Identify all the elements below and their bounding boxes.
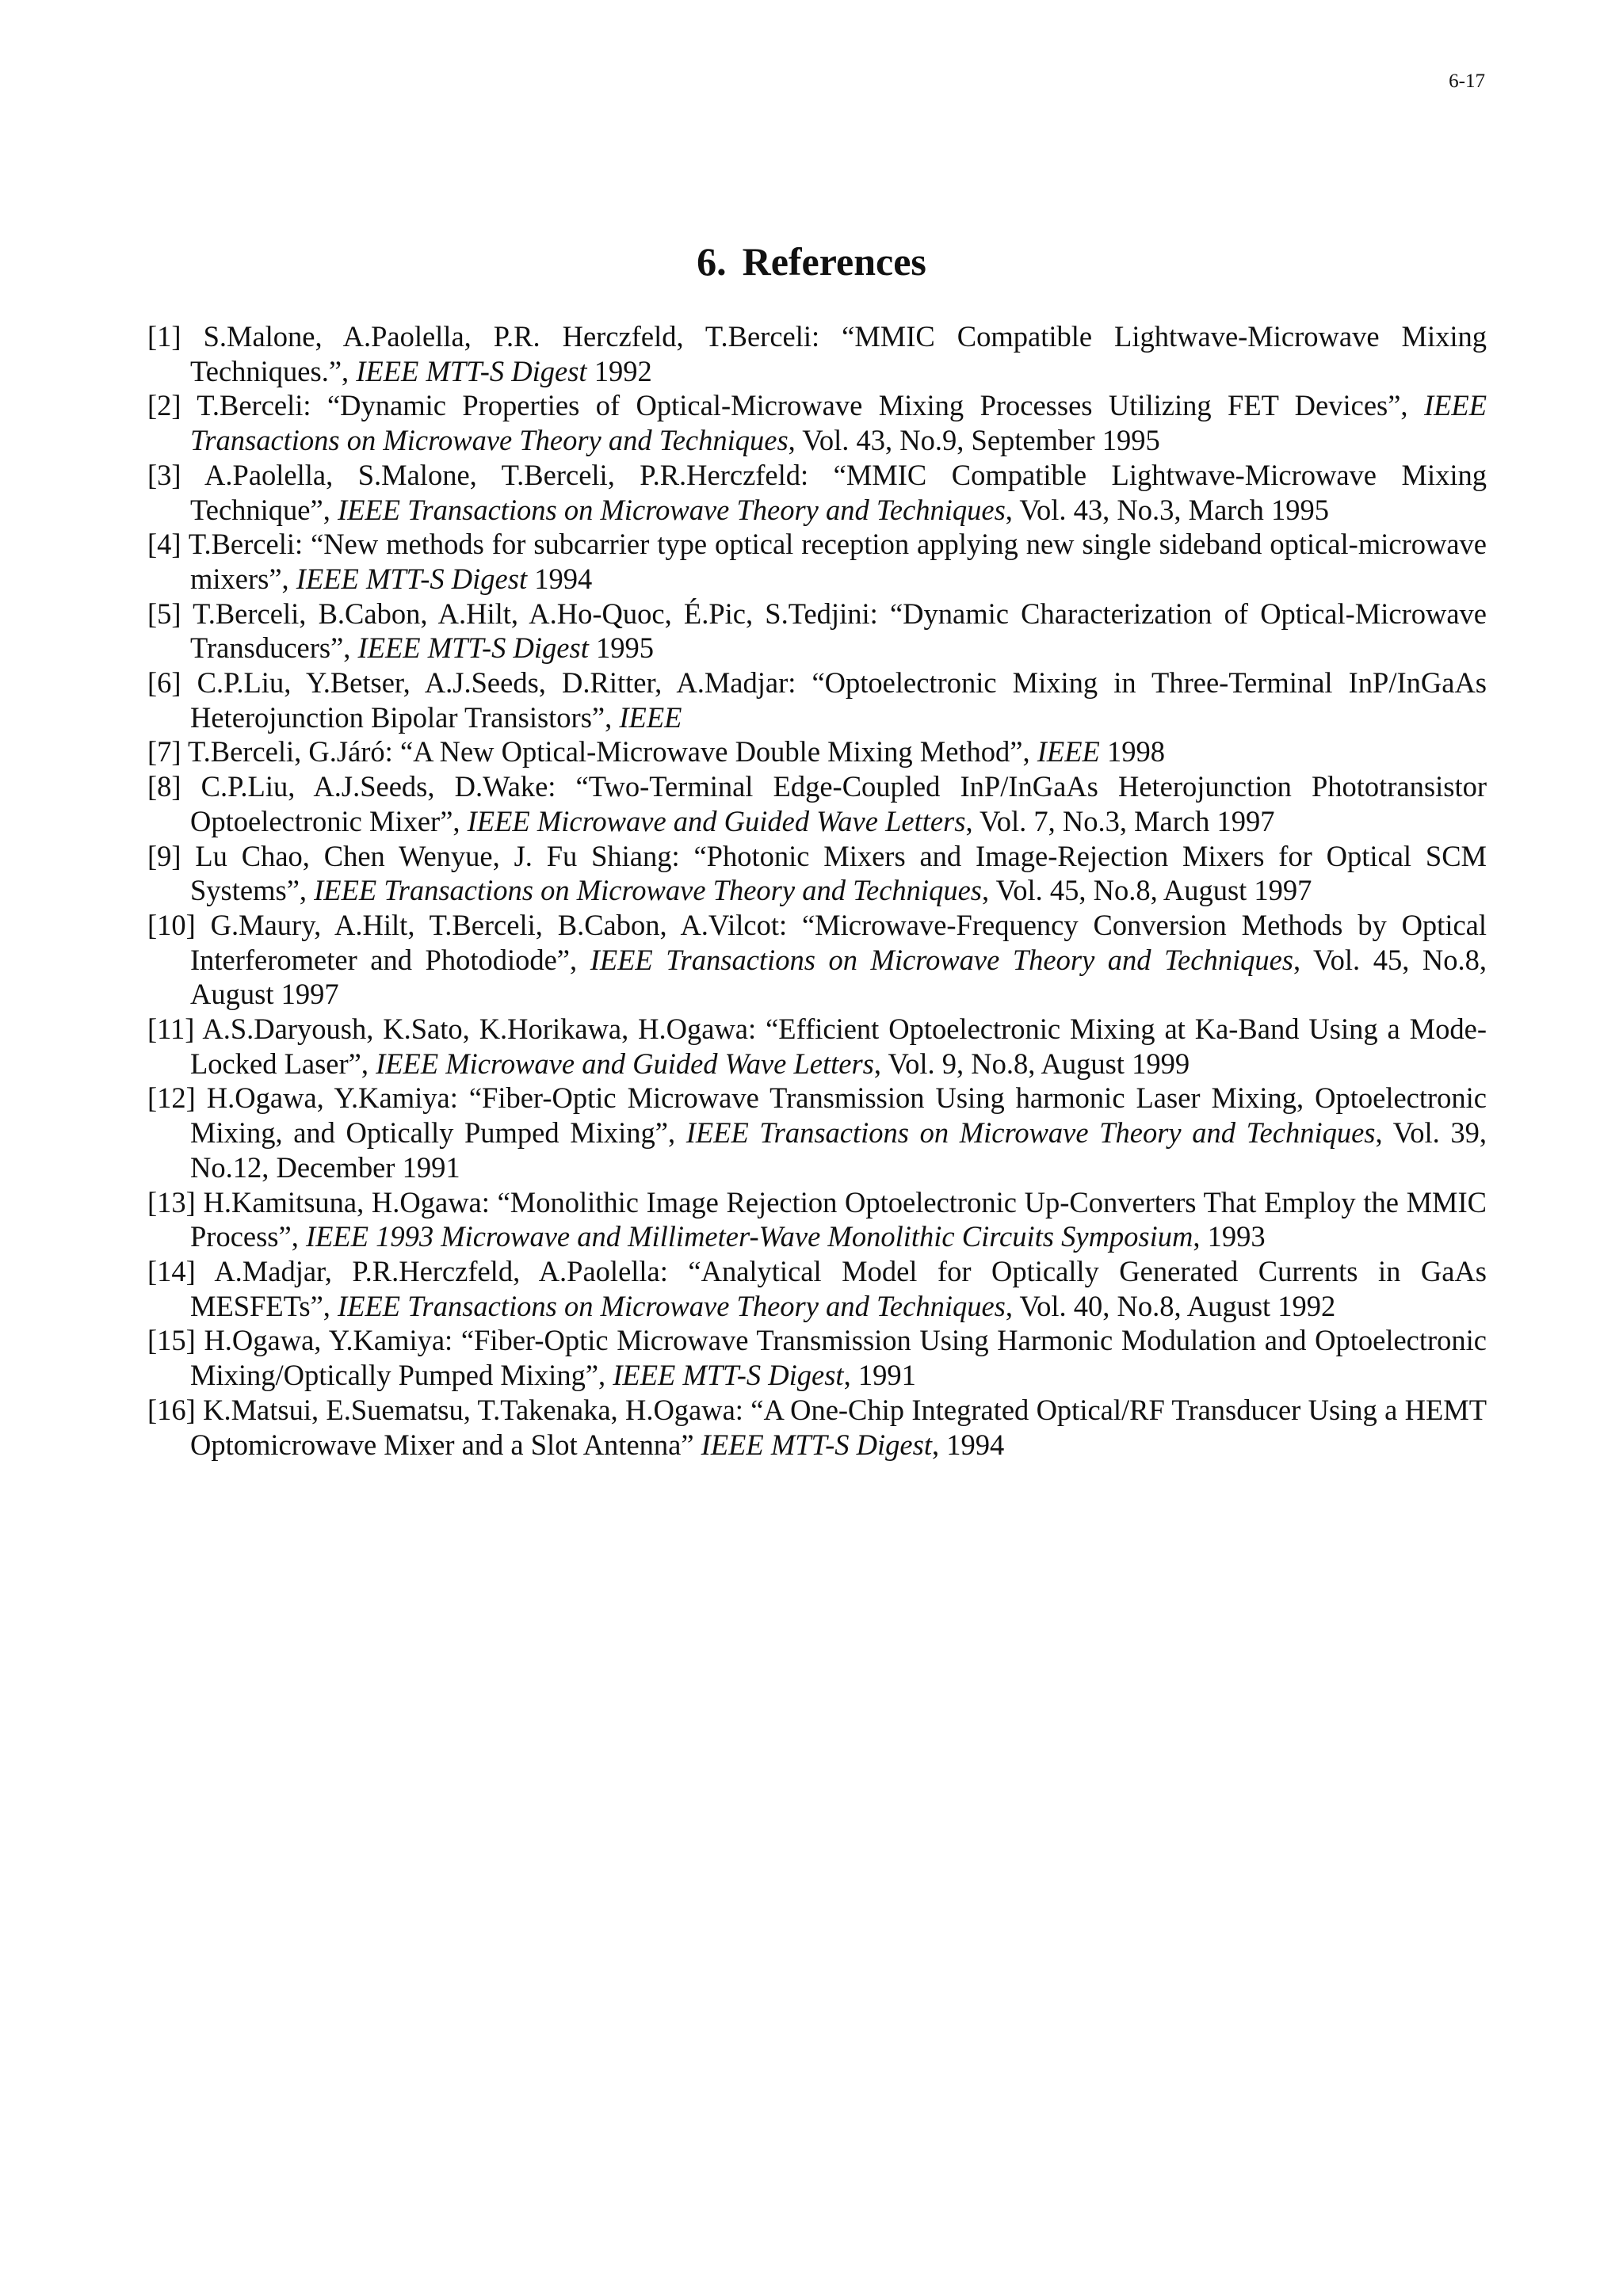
reference-item xyxy=(147,908,1487,1012)
reference-authors: T.Berceli: xyxy=(188,528,311,561)
reference-label: [13] xyxy=(147,1185,196,1219)
reference-venue: IEEE Transactions on Microwave Theory and Techniques xyxy=(190,389,1487,457)
reference-authors: H.Ogawa, Y.Kamiya: xyxy=(206,1081,469,1115)
section-heading xyxy=(0,238,1623,285)
reference-title: “Monolithic Image Rejection Optoelectronic Up-Converters That Employ the MMIC Process”, xyxy=(190,1185,1487,1253)
reference-authors: H.Kamitsuna, H.Ogawa: xyxy=(203,1185,498,1219)
reference-authors: G.Maury, A.Hilt, T.Berceli, B.Cabon, A.Vilcot: xyxy=(210,908,802,941)
reference-item xyxy=(147,1254,1487,1323)
reference-label: [15] xyxy=(147,1324,196,1357)
reference-label: [14] xyxy=(147,1254,196,1287)
reference-title: “Two-Terminal Edge-Coupled InP/InGaAs Heterojunction Phototransistor Optoelectronic Mixer”, xyxy=(190,770,1487,837)
reference-item xyxy=(147,1081,1487,1184)
reference-label: [12] xyxy=(147,1081,196,1115)
reference-details: , 1994 xyxy=(931,1428,1005,1461)
reference-authors: T.Berceli, B.Cabon, A.Hilt, A.Ho-Quoc, É.Pic, S.Tedjini: xyxy=(193,597,890,630)
reference-authors: H.Ogawa, Y.Kamiya: xyxy=(204,1324,461,1357)
reference-details: , Vol. 43, No.9, September 1995 xyxy=(788,424,1160,457)
reference-item xyxy=(147,1393,1487,1462)
section-number: 6. xyxy=(697,239,727,284)
reference-item xyxy=(147,319,1487,388)
reference-item xyxy=(147,1185,1487,1254)
reference-title: “Microwave-Frequency Conversion Methods by Optical Interferometer and Photodiode”, xyxy=(190,908,1487,976)
reference-item xyxy=(147,1323,1487,1392)
reference-venue: IEEE MTT-S Digest xyxy=(356,354,587,387)
reference-authors: A.Paolella, S.Malone, T.Berceli, P.R.Herczfeld: xyxy=(204,458,834,491)
reference-title: “A New Optical-Microwave Double Mixing Method”, xyxy=(399,735,1037,769)
reference-item xyxy=(147,527,1487,596)
reference-details: , 1991 xyxy=(843,1359,916,1392)
reference-details: 1994 xyxy=(527,562,593,595)
reference-list xyxy=(147,319,1487,1462)
reference-authors: T.Berceli, G.Járó: xyxy=(188,735,400,769)
reference-title: “Efficient Optoelectronic Mixing at Ka-Band Using a Mode-Locked Laser”, xyxy=(190,1013,1487,1080)
reference-label: [2] xyxy=(147,389,181,422)
reference-title: “Fiber-Optic Microwave Transmission Using harmonic Laser Mixing, Optoelectronic Mixing, and Optically Pumped Mixing”, xyxy=(190,1081,1487,1150)
reference-venue: IEEE xyxy=(619,700,682,734)
reference-title: “New methods for subcarrier type optical reception applying new single sideband optical-microwave mixers”, xyxy=(190,528,1487,595)
reference-item xyxy=(147,734,1487,769)
reference-label: [4] xyxy=(147,528,181,561)
reference-venue: IEEE Transactions on Microwave Theory and Techniques xyxy=(685,1116,1376,1150)
reference-details: , Vol. 43, No.3, March 1995 xyxy=(1005,493,1330,526)
reference-label: [3] xyxy=(147,458,181,491)
reference-label: [5] xyxy=(147,597,181,630)
reference-item xyxy=(147,388,1487,457)
reference-item xyxy=(147,666,1487,734)
reference-item xyxy=(147,597,1487,666)
reference-details: 1998 xyxy=(1099,735,1165,769)
reference-venue: IEEE 1993 Microwave and Millimeter-Wave Monolithic Circuits Symposium xyxy=(305,1220,1193,1253)
reference-details: 1992 xyxy=(586,354,652,387)
reference-venue: IEEE Transactions on Microwave Theory and Techniques xyxy=(590,943,1293,976)
reference-label: [10] xyxy=(147,908,196,941)
reference-authors: A.Madjar, P.R.Herczfeld, A.Paolella: xyxy=(214,1254,689,1287)
reference-title: “Optoelectronic Mixing in Three-Terminal InP/InGaAs Heterojunction Bipolar Transistors”, xyxy=(190,666,1487,734)
reference-title: “Dynamic Properties of Optical-Microwave Mixing Processes Utilizing FET Devices”, xyxy=(327,389,1424,422)
reference-title: “MMIC Compatible Lightwave-Microwave Mixing Technique”, xyxy=(190,458,1487,526)
section-title: References xyxy=(742,239,926,284)
reference-venue: IEEE xyxy=(1037,735,1100,769)
reference-item xyxy=(147,839,1487,908)
reference-authors: C.P.Liu, Y.Betser, A.J.Seeds, D.Ritter, A.Madjar: xyxy=(197,666,812,700)
reference-label: [6] xyxy=(147,666,181,700)
reference-venue: IEEE Transactions on Microwave Theory and Techniques xyxy=(337,493,1006,526)
reference-venue: IEEE Microwave and Guided Wave Letters xyxy=(467,804,966,837)
reference-item xyxy=(147,769,1487,838)
reference-title: “MMIC Compatible Lightwave-Microwave Mixing Techniques.”, xyxy=(190,320,1487,387)
reference-details: , Vol. 9, No.8, August 1999 xyxy=(873,1047,1190,1080)
reference-details: , Vol. 40, No.8, August 1992 xyxy=(1005,1289,1336,1322)
reference-details: , Vol. 45, No.8, August 1997 xyxy=(190,943,1487,1011)
reference-item xyxy=(147,458,1487,527)
reference-title: “Photonic Mixers and Image-Rejection Mixers for Optical SCM Systems”, xyxy=(190,839,1487,907)
reference-venue: IEEE Transactions on Microwave Theory and Techniques xyxy=(314,874,982,907)
reference-venue: IEEE MTT-S Digest xyxy=(613,1359,844,1392)
reference-authors: C.P.Liu, A.J.Seeds, D.Wake: xyxy=(200,770,576,803)
reference-details: , 1993 xyxy=(1193,1220,1266,1253)
reference-label: [7] xyxy=(147,735,181,769)
reference-venue: IEEE MTT-S Digest xyxy=(296,562,528,595)
reference-label: [16] xyxy=(147,1393,196,1426)
reference-venue: IEEE MTT-S Digest xyxy=(357,631,589,665)
reference-venue: IEEE Microwave and Guided Wave Letters xyxy=(376,1047,874,1080)
reference-details: , Vol. 45, No.8, August 1997 xyxy=(981,874,1312,907)
reference-title: “Dynamic Characterization of Optical-Microwave Transducers”, xyxy=(190,597,1487,665)
reference-venue: IEEE MTT-S Digest xyxy=(701,1428,932,1461)
reference-authors: K.Matsui, E.Suematsu, T.Takenaka, H.Ogawa: xyxy=(203,1393,751,1426)
reference-details: , Vol. 7, No.3, March 1997 xyxy=(965,804,1275,837)
page-number: 6-17 xyxy=(1449,71,1485,92)
reference-authors: A.S.Daryoush, K.Sato, K.Horikawa, H.Ogawa: xyxy=(202,1013,766,1046)
reference-title: “Fiber-Optic Microwave Transmission Using Harmonic Modulation and Optoelectronic Mixing/Optically Pumped Mixing”, xyxy=(190,1324,1487,1392)
reference-venue: IEEE Transactions on Microwave Theory and Techniques xyxy=(338,1289,1006,1322)
reference-title: “Analytical Model for Optically Generated Currents in GaAs MESFETs”, xyxy=(190,1254,1487,1322)
reference-authors: Lu Chao, Chen Wenyue, J. Fu Shiang: xyxy=(195,839,694,872)
reference-label: [11] xyxy=(147,1013,195,1046)
reference-authors: S.Malone, A.Paolella, P.R. Herczfeld, T.Berceli: xyxy=(203,320,842,353)
reference-label: [8] xyxy=(147,770,181,803)
reference-authors: T.Berceli: xyxy=(197,389,327,422)
reference-item xyxy=(147,1012,1487,1081)
reference-title: “A One-Chip Integrated Optical/RF Transducer Using a HEMT Optomicrowave Mixer and a Slot Antenna” xyxy=(190,1393,1487,1461)
reference-label: [9] xyxy=(147,839,181,872)
reference-details: 1995 xyxy=(588,631,654,665)
reference-label: [1] xyxy=(147,320,181,353)
reference-details: , Vol. 39, No.12, December 1991 xyxy=(190,1116,1487,1184)
